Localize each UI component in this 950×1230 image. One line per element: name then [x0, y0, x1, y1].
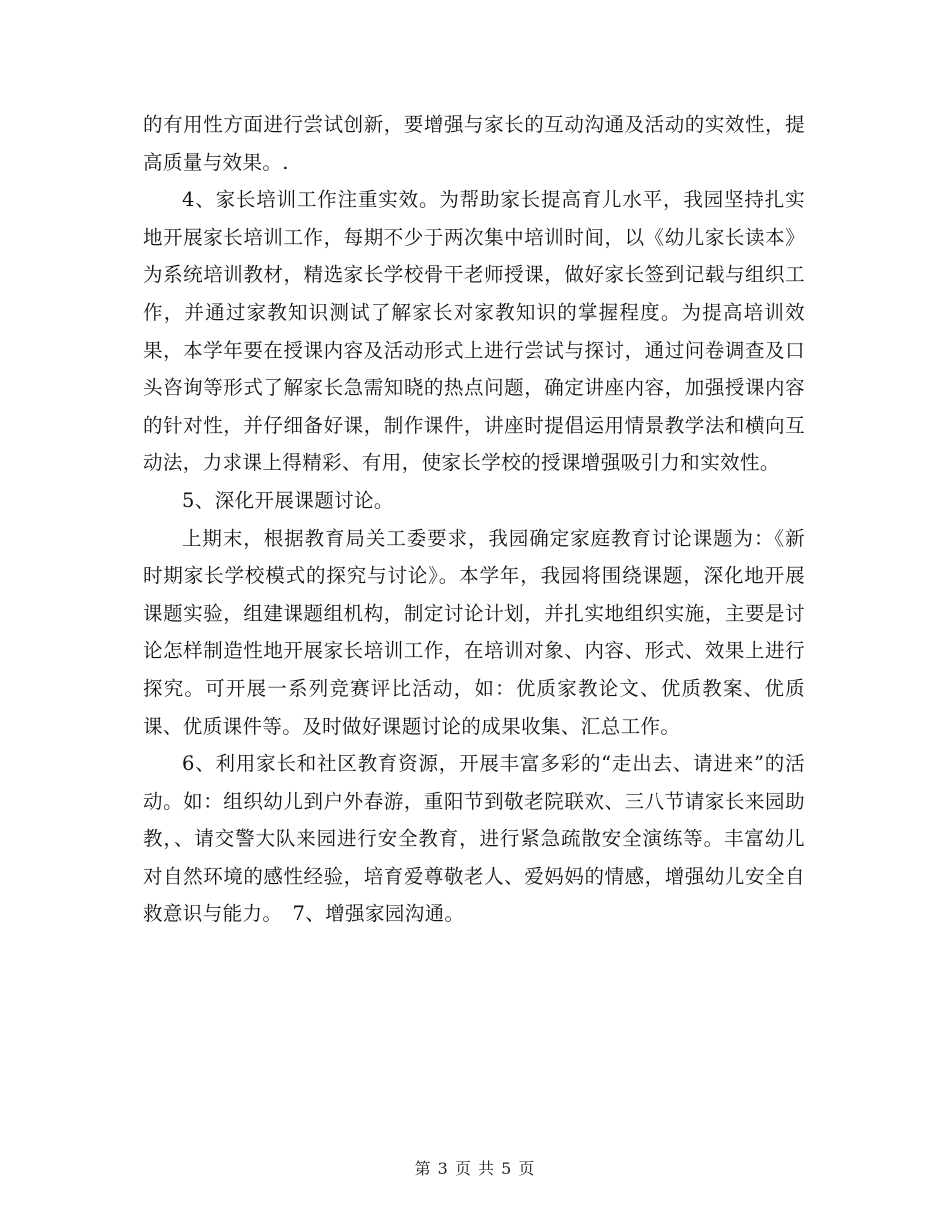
paragraph-item-4-parent-training: 4、家长培训工作注重实效。为帮助家长提高育儿水平，我园坚持扎实地开展家长培训工作，每期不少于两次集中培训时间，以《幼儿家长读本》为系统培训教材，精选家长学校骨干老师授课，做好家长签到记载与组织工作，并通过家教知识测试了解家长对家教知识的掌握程度。为提高培训效果，本学年要在授课内容及活动形式上进行尝试与探讨，通过问卷调查及口头咨询等形式了解家长急需知晓的热点问题，确定讲座内容，加强授课内容的针对性，并仔细备好课，制作课件，讲座时提倡运用情景教学法和横向互动法，力求课上得精彩、有用，使家长学校的授课增强吸引力和实效性。	[143, 188, 805, 475]
paragraph-item-6-community-resources: 6、利用家长和社区教育资源，开展丰富多彩的“走出去、请进来”的活动。如：组织幼儿到户外春游，重阳节到敬老院联欢、三八节请家长来园助教，、请交警大队来园进行安全教育，进行紧急疏散安全演练等。丰富幼儿对自然环境的感性经验，培育爱尊敬老人、爱妈妈的情感，增强幼儿安全自救意识与能力。 7、增强家园沟通。	[143, 752, 805, 926]
page-footer	[0, 1156, 950, 1179]
page-number-label: 第 3 页 共 5 页	[414, 1159, 536, 1178]
document-body	[143, 106, 805, 933]
paragraph-continuation: 的有用性方面进行尝试创新，要增强与家长的互动沟通及活动的实效性，提高质量与效果。.	[143, 113, 805, 174]
paragraph-item-5-heading: 5、深化开展课题讨论。	[182, 488, 394, 512]
paragraph-research-topic: 上期末，根据教育局关工委要求，我园确定家庭教育讨论课题为：《新时期家长学校模式的探究与讨论》。本学年，我园将围绕课题，深化地开展课题实验，组建课题组机构，制定讨论计划，并扎实地组织实施，主要是讨论怎样制造性地开展家长培训工作，在培训对象、内容、形式、效果上进行探究。可开展一系列竞赛评比活动，如：优质家教论文、优质教案、优质课、优质课件等。及时做好课题讨论的成果收集、汇总工作。	[143, 526, 805, 738]
